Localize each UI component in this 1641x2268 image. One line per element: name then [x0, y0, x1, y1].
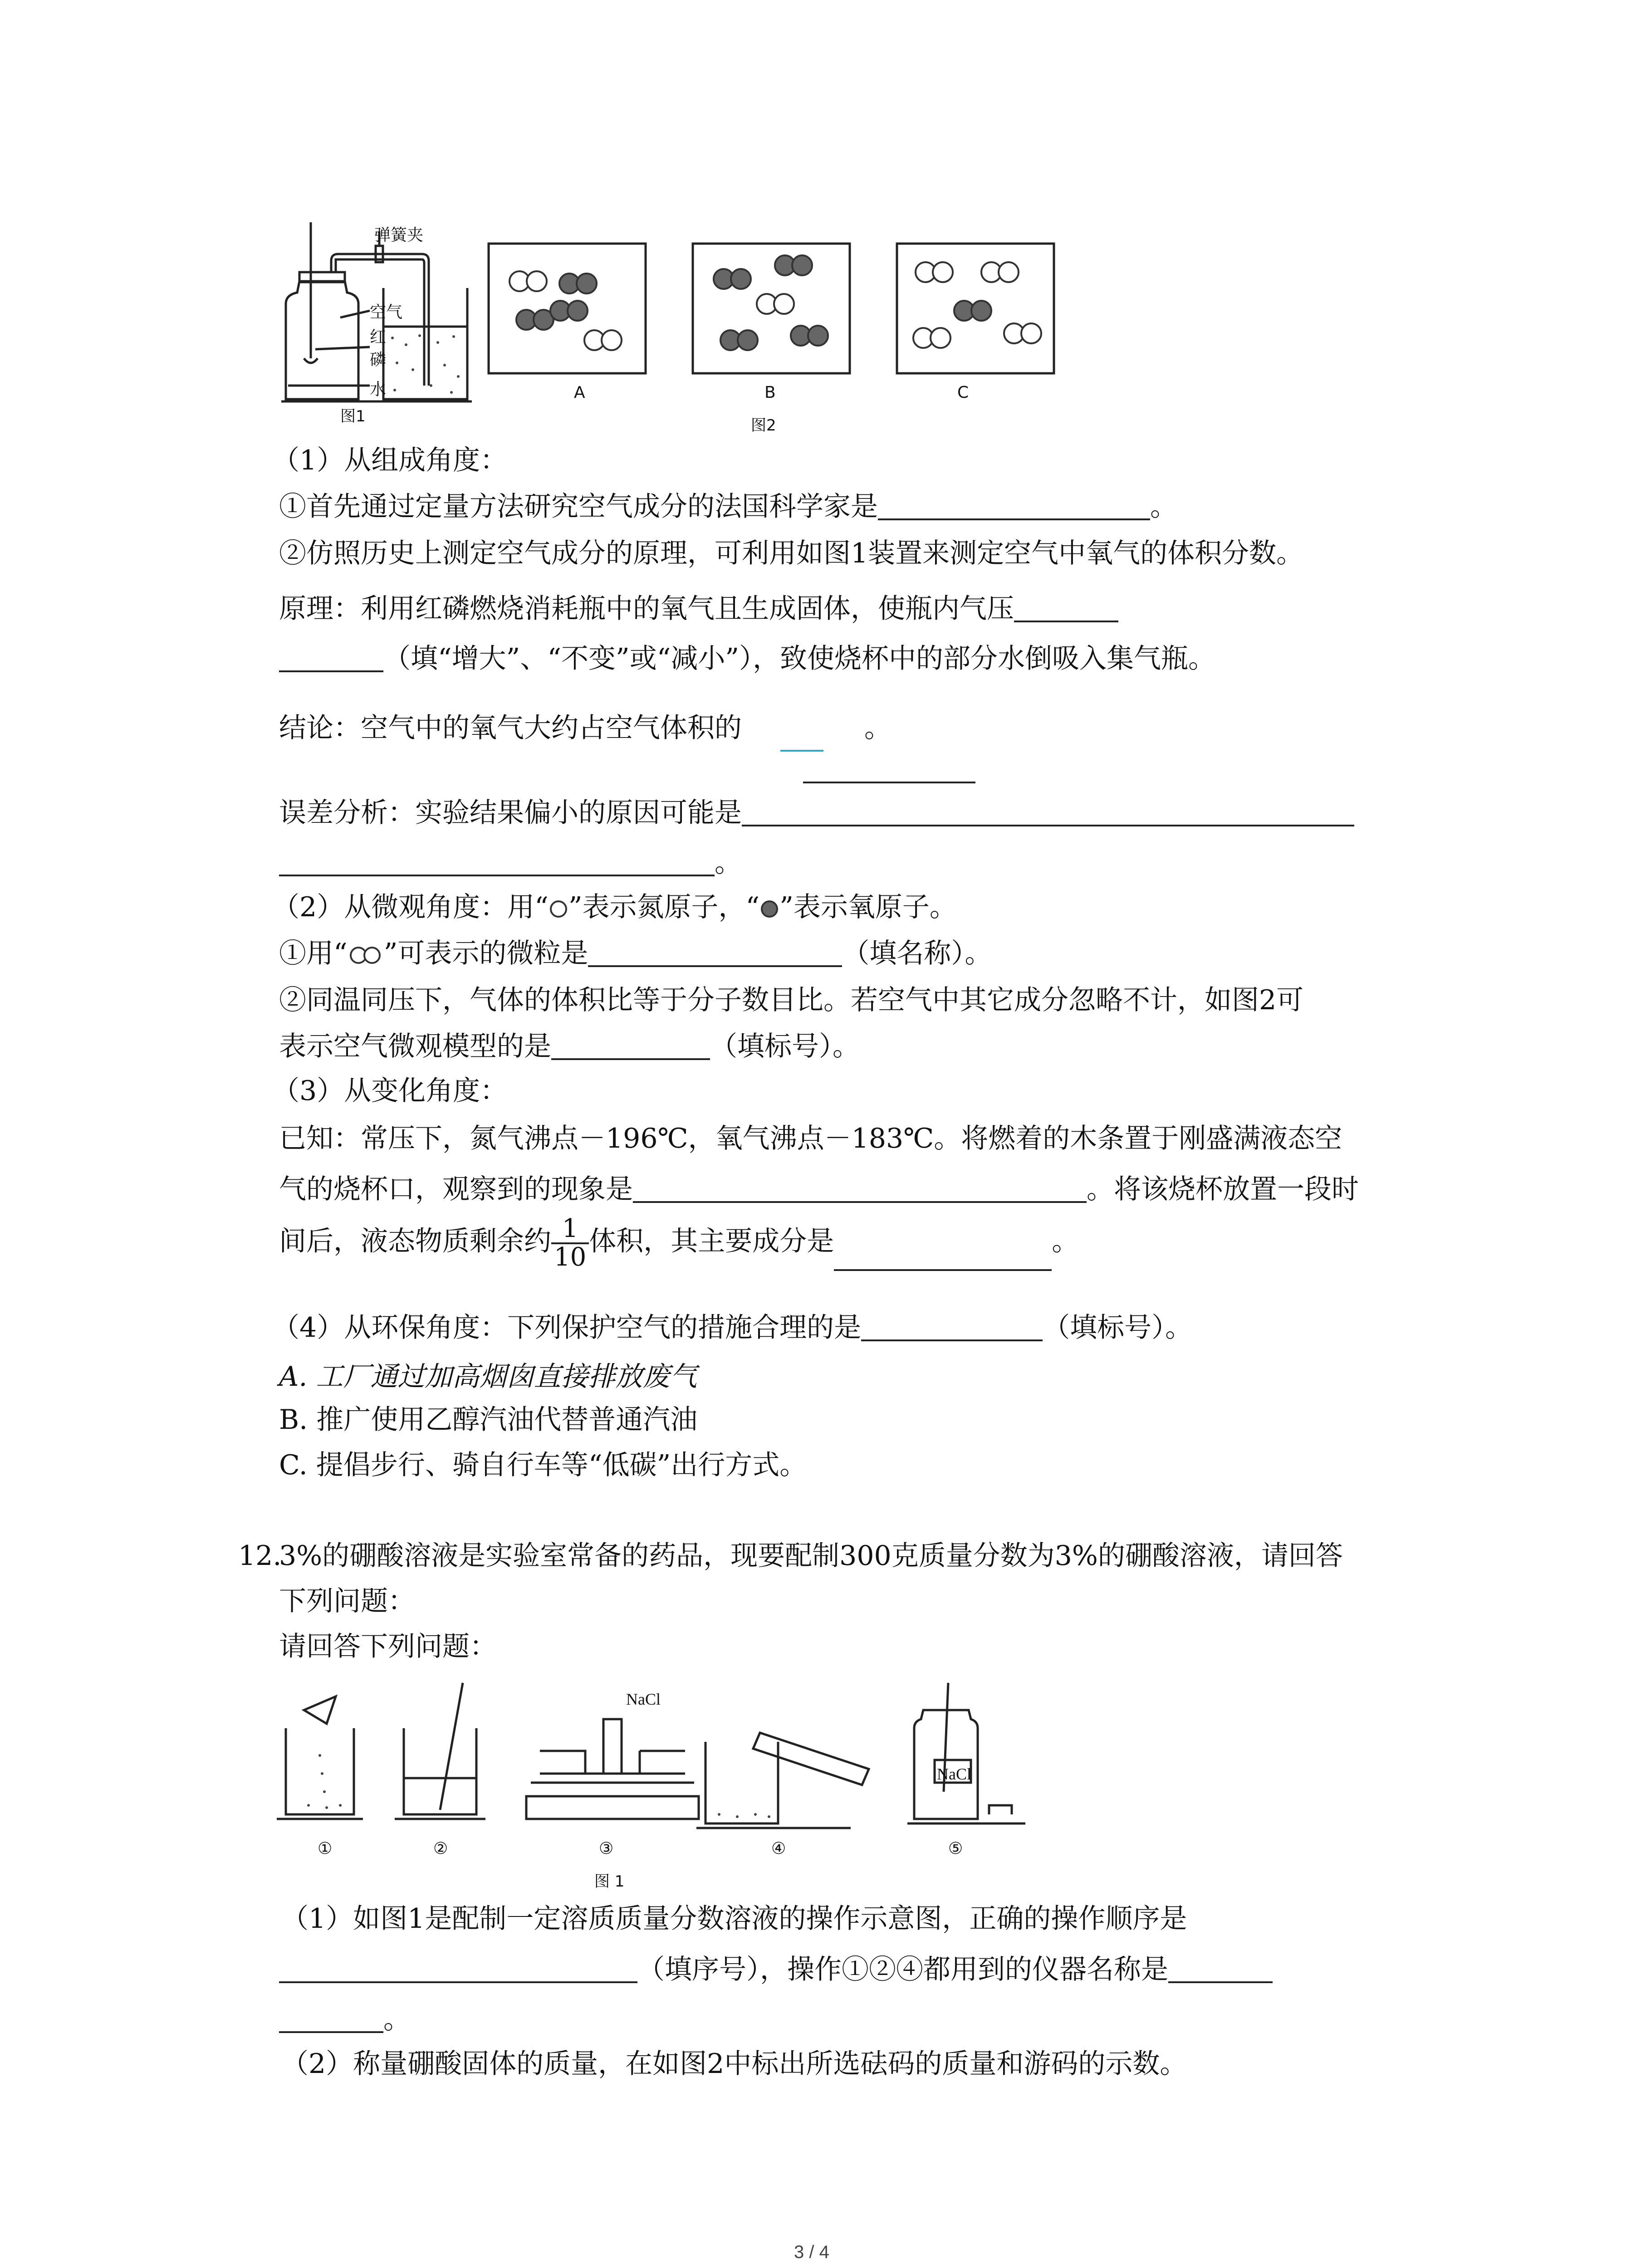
q11-part1-heading: （1）从组成角度：: [272, 445, 508, 476]
step-3-balance-drawing: [522, 1692, 703, 1828]
blank-scientist[interactable]: [878, 492, 1150, 520]
page-number: 3 / 4: [794, 2242, 829, 2262]
figure2-caption: 图2: [751, 416, 776, 435]
blank-error-b[interactable]: [279, 848, 715, 876]
q12-line3: 请回答下列问题：: [279, 1631, 497, 1662]
q11-option-c: C. 提倡步行、骑自行车等“低碳”出行方式。: [279, 1449, 807, 1481]
step-3-label: ③: [599, 1839, 614, 1858]
figure1-caption: 图1: [340, 407, 366, 425]
box-c-label: C: [957, 383, 969, 402]
nitrogen-atom-icon: [549, 899, 568, 919]
q12-number: 12.: [238, 1540, 282, 1572]
red-label: 红: [370, 328, 387, 347]
step-1-drawing: [277, 1692, 372, 1842]
q11-part4-heading: （4）从环保角度：下列保护空气的措施合理的是 （填标号）。: [272, 1312, 1193, 1344]
q11-option-a: A. 工厂通过加高烟囱直接排放废气: [279, 1361, 697, 1393]
nacl-label-bottle: NaCl: [937, 1765, 971, 1783]
q11-part1-item1: ①首先通过定量方法研究空气成分的法国科学家是 。: [279, 491, 1177, 523]
q12-line1: 3%的硼酸溶液是实验室常备的药品，现要配制300克质量分数为3%的硼酸溶液，请回答: [279, 1540, 1343, 1572]
q11-principle-line2: （填“增大”、“不变”或“减小”），致使烧杯中的部分水倒吸入集气瓶。: [279, 644, 1215, 672]
step-5-reagent-bottle-drawing: [907, 1678, 1043, 1828]
q11-part3-line2: 气的烧杯口，观察到的现象是 。将该烧杯放置一段时: [279, 1173, 1359, 1205]
q11-part2-heading: （2）从微观角度：用“ ”表示氮原子，“ ”表示氧原子。: [272, 891, 957, 923]
q11-conclusion: 结论：空气中的氧气大约占空气体积的 。: [279, 714, 892, 742]
q11-principle-line1: 原理：利用红磷燃烧消耗瓶中的氧气且生成固体，使瓶内气压: [279, 594, 1118, 622]
blank-pressure-b[interactable]: [279, 644, 383, 672]
conclusion-fraction-mark: [780, 750, 823, 752]
oxygen-atom-icon: [759, 899, 779, 919]
model-box-c: [896, 243, 1055, 374]
box-b-label: B: [764, 383, 776, 402]
q11-part2-item2: ②同温同压下，气体的体积比等于分子数目比。若空气中其它成分忽略不计，如图2可: [279, 984, 1304, 1016]
q12-sub1-line3: 。: [279, 2005, 411, 2033]
step-2-label: ②: [433, 1839, 448, 1858]
step-2-drawing: [395, 1678, 490, 1828]
step-5-label: ⑤: [948, 1839, 963, 1858]
q11-part3-line3: 间后，液态物质剩余约 $\frac{1}{10}$ 体积，其主要成分是 。: [279, 1214, 1079, 1272]
blank-instrument-b[interactable]: [279, 2005, 383, 2033]
model-box-a: [488, 243, 647, 374]
q12-sub2: （2）称量硼酸固体的质量，在如图2中标出所选砝码的质量和游码的示数。: [281, 2048, 1187, 2080]
n2-molecule-icon: [348, 945, 384, 965]
model-box-b: [692, 243, 851, 374]
blank-model[interactable]: [551, 1032, 710, 1060]
preparation-figure-caption: 图 1: [594, 1872, 625, 1891]
blank-main-component[interactable]: [834, 1243, 1052, 1271]
blank-measures[interactable]: [861, 1313, 1043, 1341]
blank-instrument-a[interactable]: [1168, 1955, 1273, 1983]
q11-part2-item1: ①用“ ”可表示的微粒是 （填名称）。: [279, 938, 992, 969]
q11-part3-line1: 已知：常压下，氮气沸点－196℃，氧气沸点－183℃。将燃着的木条置于刚盛满液态空: [279, 1123, 1342, 1154]
phos-label: 磷: [370, 351, 387, 369]
q12-sub1-line1: （1）如图1是配制一定溶质质量分数溶液的操作示意图，正确的操作顺序是: [281, 1903, 1187, 1935]
blank-error-a[interactable]: [742, 798, 1354, 826]
blank-phenomenon[interactable]: [633, 1175, 1087, 1203]
step-4-drawing: [696, 1706, 896, 1842]
q12-line2: 下列问题：: [279, 1585, 415, 1617]
q11-part2-item2-line2: 表示空气微观模型的是 （填标号）。: [279, 1031, 860, 1062]
clip-label: 弹簧夹: [374, 226, 424, 244]
air-label: 空气: [370, 303, 403, 322]
box-a-label: A: [574, 383, 585, 402]
q12-sub1-line2: （填序号），操作①②④都用到的仪器名称是: [279, 1955, 1273, 1983]
blank-particle[interactable]: [588, 939, 842, 967]
blank-conclusion[interactable]: [803, 782, 975, 783]
q11-error-line2: 。: [279, 848, 742, 876]
water-label: 水: [370, 380, 387, 399]
q11-error-line1: 误差分析：实验结果偏小的原因可能是: [279, 798, 1354, 826]
one-tenth-fraction: $\frac{1}{10}$: [551, 1216, 589, 1271]
nacl-label-balance: NaCl: [626, 1690, 661, 1708]
blank-order[interactable]: [279, 1955, 637, 1983]
q11-part3-heading: （3）从变化角度：: [272, 1075, 508, 1107]
step-1-label: ①: [318, 1839, 333, 1858]
q11-option-b: B. 推广使用乙醇汽油代替普通汽油: [279, 1404, 698, 1436]
step-4-label: ④: [771, 1839, 786, 1858]
blank-pressure-a[interactable]: [1014, 594, 1118, 622]
q11-part1-item2: ②仿照历史上测定空气成分的原理，可利用如图1装置来测定空气中氧气的体积分数。: [279, 538, 1304, 569]
